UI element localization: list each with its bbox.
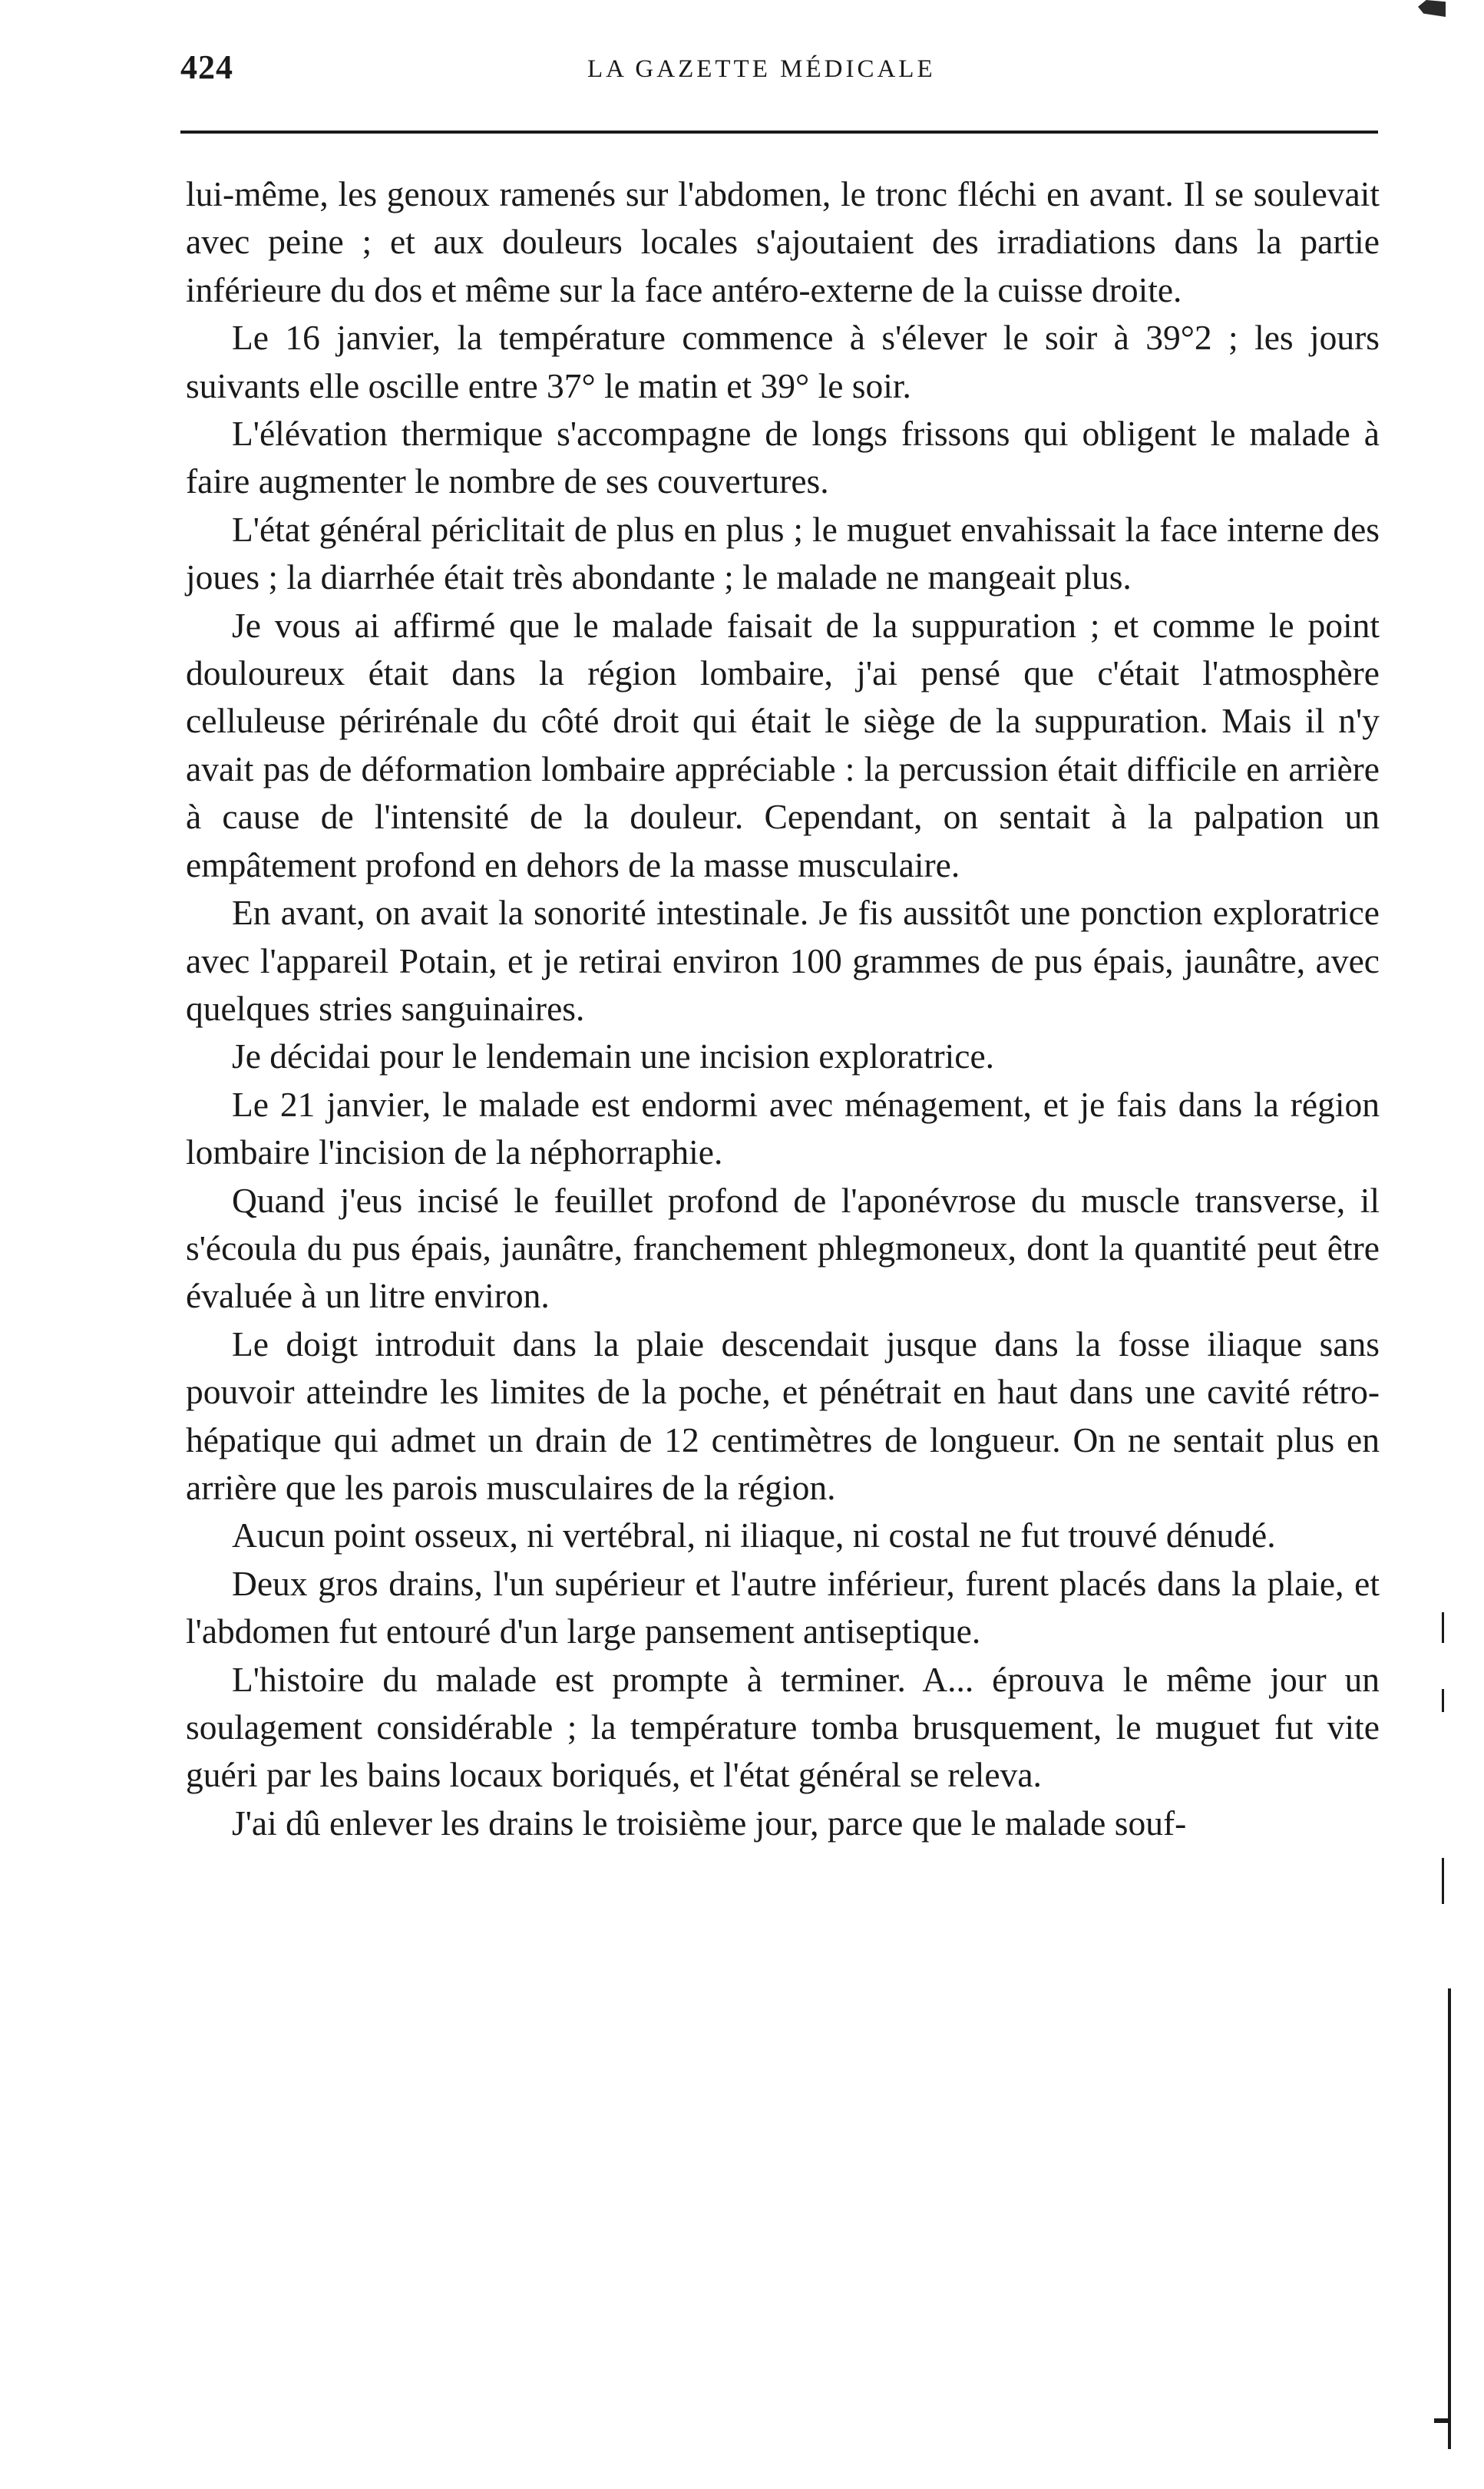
paragraph: Je décidai pour le lendemain une incision exploratrice.: [232, 1036, 995, 1076]
paragraph: L'état général périclitait de plus en plus ; le muguet envahissait la face interne des joues ; la diarrhée était très abondante ; le malade ne mangeait plus.: [186, 509, 1380, 597]
paragraph: Le 16 janvier, la température commence à s'élever le soir à 39°2 ; les jours suivants elle oscille entre 37° le matin et 39° le soir.: [186, 318, 1380, 405]
margin-scan-line: [1442, 1612, 1444, 1643]
paragraph: lui-même, les genoux ramenés sur l'abdomen, le tronc fléchi en avant. Il se soulevait avec peine ; et aux douleurs locales s'ajoutaient des irradiations dans la partie inférieure du dos et même sur la face antéro-externe de la cuisse droite.: [186, 174, 1380, 309]
paragraph: L'élévation thermique s'accompagne de longs frissons qui obligent le malade à faire augmenter le nombre de ses couvertures.: [186, 414, 1380, 501]
margin-scan-line: [1448, 1988, 1451, 2449]
paragraph: Je vous ai affirmé que le malade faisait de la suppuration ; et comme le point douloureux était dans la région lombaire, j'ai pensé que c'était l'atmosphère celluleuse périrénale du côté droit qui était le siège de la suppuration. Mais il n'y avait pas de déformation lombaire appréciable : la percussion était difficile en arrière à cause de l'intensité de la douleur. Cependant, on sentait à la palpation un empâtement profond en dehors de la masse musculaire.: [186, 605, 1380, 884]
running-title: LA GAZETTE MÉDICALE: [587, 55, 936, 83]
paragraph: Le doigt introduit dans la plaie descendait jusque dans la fosse iliaque sans pouvoir atteindre les limites de la poche, et pénétrait en haut dans une cavité rétro-hépatique qui admet un drain de 12 centimètres de longueur. On ne sentait plus en arrière que les parois musculaires de la région.: [186, 1324, 1380, 1507]
paragraph: Quand j'eus incisé le feuillet profond de l'aponévrose du muscle transverse, il s'écoula du pus épais, jaunâtre, franchement phlegmoneux, dont la quantité peut être évaluée à un litre environ.: [186, 1180, 1380, 1316]
paragraph: L'histoire du malade est prompte à terminer. A... éprouva le même jour un soulagement considérable ; la température tomba brusquement, le muguet fut vite guéri par les bains locaux boriqués, et l'état général se releva.: [186, 1659, 1380, 1795]
header-rule: [180, 131, 1378, 134]
corner-ink-mark: [1418, 0, 1446, 17]
paragraph: Aucun point osseux, ni vertébral, ni iliaque, ni costal ne fut trouvé dénudé.: [232, 1516, 1276, 1555]
margin-scan-line: [1434, 2418, 1449, 2423]
body-text: [186, 170, 1380, 1847]
paragraph: En avant, on avait la sonorité intestinale. Je fis aussitôt une ponction exploratrice avec l'appareil Potain, et je retirai environ 100 grammes de pus épais, jaunâtre, avec quelques stries sanguinaires.: [186, 893, 1380, 1028]
paragraph: Le 21 janvier, le malade est endormi avec ménagement, et je fais dans la région lombaire l'incision de la néphorraphie.: [186, 1084, 1380, 1172]
paragraph: J'ai dû enlever les drains le troisième jour, parce que le malade souf-: [232, 1803, 1187, 1843]
page-header: [180, 48, 1378, 109]
margin-scan-line: [1442, 1858, 1444, 1904]
paragraph: Deux gros drains, l'un supérieur et l'autre inférieur, furent placés dans la plaie, et l'abdomen fut entouré d'un large pansement antiseptique.: [186, 1563, 1380, 1651]
page-number: 424: [180, 48, 233, 86]
margin-scan-line: [1442, 1689, 1444, 1712]
